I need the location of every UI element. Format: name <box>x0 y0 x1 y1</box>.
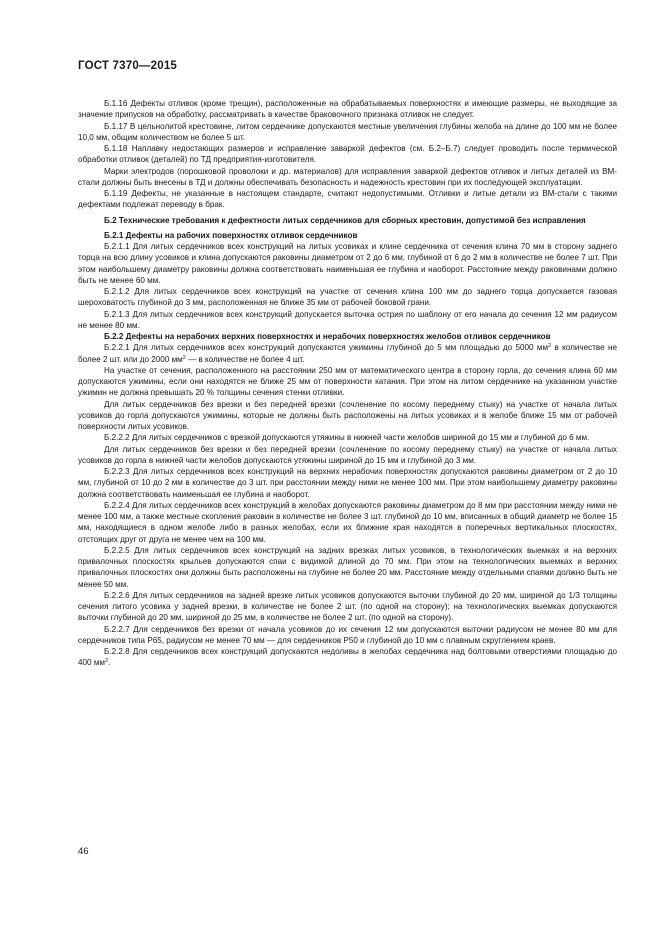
document-body <box>78 98 617 669</box>
paragraph-text: Б.1.17 В цельнолитой крестовине, литом сердечнике допускаются местные увеличения глубины желоба на длине до 100 мм не более 10,0 мм, общим количеством не более 5 шт. <box>78 121 617 142</box>
paragraph-text: На участке от сечения, расположенного на расстоянии 250 мм от математического центра в сторону горла, до сечения клина 60 мм допускаются ужимины, если они находятся не ближе 25 мм от поверхности катания. При этом на литом сердечнике на указанном участке ужимин не должна превышать 20 % толщины сечения стенки отливки. <box>78 365 617 398</box>
paragraph-text: Б.2.2.7 Для сердечников без врезки от начала усовиков до их сечения 12 мм допускаются выточки радиусом не менее 80 мм для сердечников типа Р65, радиусом не менее 70 мм — для сердечников Р50 и глубиной до 10 мм с плавным скруглением краев. <box>78 624 617 645</box>
paragraph-text: Б.2.2 Дефекты на нерабочих верхних поверхностях и нерабочих поверхностях желобов отливок сердечников <box>104 332 551 341</box>
paragraph <box>78 309 617 332</box>
superscript: 2 <box>105 658 109 665</box>
paragraph <box>78 545 617 590</box>
paragraph <box>78 500 617 545</box>
paragraph-text: Б.2.2.4 Для литых сердечников всех конструкций в желобах допускаются раковины диаметром до 8 мм при расстоянии между ними не менее 100 мм, а также местные скопления раковин в количестве не более 3 шт. глубиной до 10 мм, вписанных в общий диаметр не более 15 мм, находящиеся в одном желобе либо в разных желобах, если их ближние края находятся в поперечных вертикальных плоскостях, отстоящих друг от друга не менее чем на 100 мм. <box>78 500 617 544</box>
paragraph-text: Марки электродов (порошковой проволоки и др. материалов) для исправления заваркой дефектов отливок и литых деталей из ВМ-стали должны быть внесены в ТД и должны обеспечивать безопасность и надежность крестовин при их последующей эксплуатации. <box>78 166 617 187</box>
paragraph <box>78 286 617 309</box>
paragraph-text: Б.2.2.1 Для литых сердечников всех конструкций допускаются ужимины глубиной до 5 мм площадью до 5000 мм <box>104 343 549 353</box>
paragraph-text: Б.2.1.1 Для литых сердечников всех конструкций на литых усовиках и клине сердечника от сечения клина 70 мм в сторону заднего торца на всю длину усовиков и клина допускаются раковины диаметром от 2 до 6 мм, глубиной от 6 до 2 мм в количестве не более 7 шт. При этом наибольшему диаметру раковины должна соответствовать наименьшая ее глубина и наоборот. Расстояние между раковинами должно быть не менее 60 мм. <box>78 242 617 285</box>
paragraph-text: Б.2.2.6 Для литых сердечников на задней врезке литых усовиков допускаются выточки глубиной до 20 мм, шириной до 1/3 толщины сечения литого усовика у задней врезки, в количестве не более 2 шт. (по одной на сторону); на технологических выемках допускаются выточки глубиной до 20 мм, шириной до 25 мм, в количестве не более 2 шт. (по одной на сторону). <box>78 590 617 623</box>
section-heading <box>78 230 617 241</box>
paragraph-text: Б.2.2.2 Для литых сердечников с врезкой допускаются утяжины в нижней части желобов шириной до 15 мм и глубиной до 6 мм. <box>104 433 590 443</box>
paragraph-text: . <box>108 658 111 668</box>
paragraph <box>78 624 617 647</box>
paragraph <box>78 646 617 669</box>
paragraph-text: Б.2.2.3 Для литых сердечников всех конструкций на верхних нерабочих поверхностях допускаются раковины диаметром от 2 до 10 мм, глубиной от 10 до 2 мм в количестве до 3 шт. при расстоянии между ними не менее 100 мм. При этом наибольшему диаметру раковины должна соответствовать наименьшая ее глубина и наоборот. <box>78 467 617 499</box>
section-heading <box>78 331 617 342</box>
paragraph <box>78 466 617 500</box>
paragraph-text: Б.1.16 Дефекты отливок (кроме трещин), расположенные на обрабатываемых поверхностях и имеющие размеры, не выходящие за значение припусков на обработку, рассматривать в качестве браковочного признака отливок не следует. <box>78 99 617 120</box>
paragraph <box>78 98 617 121</box>
paragraph <box>78 241 617 286</box>
paragraph-text: Б.1.19 Дефекты, не указанные в настоящем стандарте, считают недопустимыми. Отливки и литые детали из ВМ-стали с такими дефектами подлежат переводу в брак. <box>78 189 617 210</box>
paragraph <box>78 188 617 211</box>
section-heading <box>78 215 617 226</box>
paragraph-text: Б.2 Технические требования к дефектности литых сердечников для сборных крестовин, допустимой без исправления <box>104 215 586 225</box>
paragraph-text: Для литых сердечников без врезки и без передней врезки (сочленение по косому переднему стыку) на участке от начала литых усовиков до горла допускаются ужимины, которые не должны быть расположены на литых усовиках и в желобе ближе 15 мм от рабочей поверхности литых усовиков. <box>78 399 617 431</box>
paragraph-text: Б.2.1.3 Для литых сердечников всех конструкций допускается выточка острия по шаблону от его начала до сечения 12 мм радиусом не менее 80 мм. <box>78 309 617 330</box>
page-number: 46 <box>78 846 89 857</box>
paragraph <box>78 166 617 189</box>
paragraph-text: Б.2.2.5 Для литых сердечников всех конструкций на задних врезках литых усовиков, в технологических выемках и на верхних привалочных плоскостях крыльев допускаются спаи с видимой длиной до 70 мм. При этом на технологических выемках и верхних привалочных плоскостях они должны быть расположены на глубине не более 20 мм. Расстояние между отдельными спаями должно быть не менее 50 мм. <box>78 545 617 589</box>
paragraph-text: в количестве не более 2 шт. или до 2000 мм <box>78 343 618 364</box>
paragraph-text: — в количестве не более 4 шт. <box>185 354 305 364</box>
document-header: ГОСТ 7370—2015 <box>78 60 178 72</box>
paragraph-text: Для литых сердечников без врезки и без передней врезки (сочленение по косому переднему стыку) на участке от начала литых усовиков до горла в нижней части желобов допускаются утяжины шириной до 15 мм и глубиной до 3 мм. <box>78 444 617 465</box>
superscript: 2 <box>182 354 186 361</box>
paragraph <box>78 590 617 624</box>
superscript: 2 <box>548 343 552 350</box>
paragraph <box>78 365 617 399</box>
paragraph-text: Б.1.18 Наплавку недостающих размеров и исправление заваркой дефектов (см. Б.2–Б.7) следует проводить после термической обработки отливок (деталей) по ТД предприятия-изготовителя. <box>78 144 617 165</box>
paragraph-text: Б.2.2.8 Для сердечников всех конструкций допускаются недоливы в желобах сердечника над болтовыми отверстиями площадью до 400 мм <box>78 647 617 668</box>
paragraph <box>78 399 617 433</box>
paragraph-text: Б.2.1 Дефекты на рабочих поверхностях отливок сердечников <box>104 230 358 240</box>
paragraph <box>78 342 617 365</box>
paragraph-text: Б.2.1.2 Для литых сердечников всех конструкций на участке от сечения клина 100 мм до заднего торца допускается газовая шероховатость глубиной до 3 мм, расположенная не ближе 35 мм от рабочей боковой грани. <box>78 287 617 308</box>
paragraph <box>78 121 617 144</box>
paragraph <box>78 143 617 166</box>
paragraph <box>78 432 617 443</box>
paragraph <box>78 444 617 467</box>
